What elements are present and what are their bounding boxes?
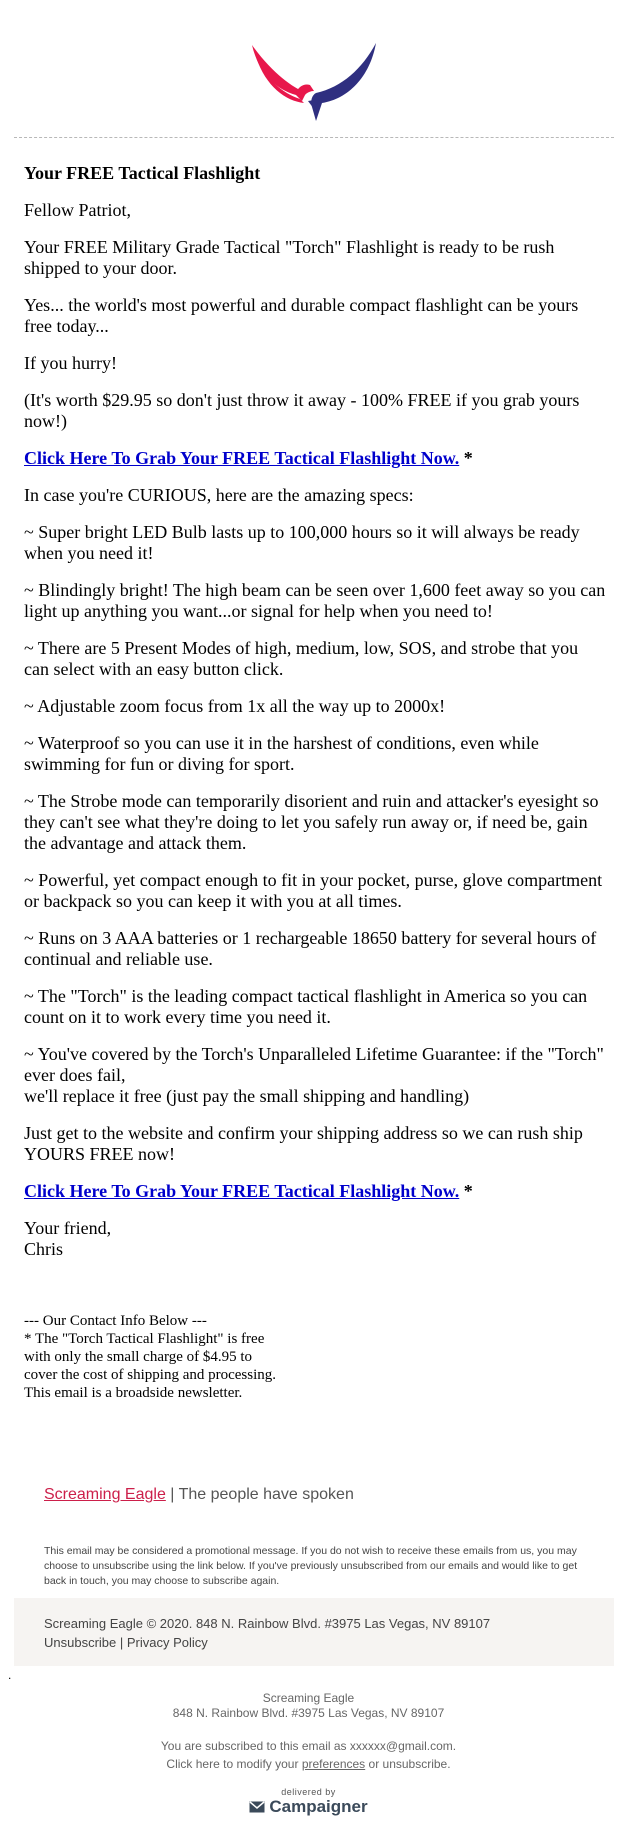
contact-info xyxy=(24,1312,324,1402)
footer-address-block xyxy=(44,1614,490,1652)
delivered-by-label: delivered by xyxy=(281,1787,336,1797)
spec-item: ~ The "Torch" is the leading compact tactical flashlight in America so you can count on it to work every time you need it. xyxy=(24,986,588,1027)
promo-disclaimer: This email may be considered a promotional message. If you do not wish to receive these emails from us, you may choose to unsubscribe using the link below. If you've previously unsubscribed from our emails and would like to get back in touch, you may choose to subscribe again. xyxy=(44,1545,578,1587)
cta-link[interactable]: Click Here To Grab Your FREE Tactical Flashlight Now. xyxy=(24,1181,460,1201)
spec-item: ~ There are 5 Present Modes of high, medium, low, SOS, and strobe that you can select with an easy button click. xyxy=(24,638,579,679)
footer-link-separator: | xyxy=(116,1635,127,1650)
contact-line: with only the small charge of $4.95 to xyxy=(24,1349,253,1365)
guarantee-item xyxy=(24,1044,606,1107)
email-body xyxy=(24,163,606,1276)
preferences-suffix: or unsubscribe. xyxy=(365,1757,451,1771)
privacy-policy-link[interactable]: Privacy Policy xyxy=(126,1635,208,1650)
spec-item: ~ The Strobe mode can temporarily disorient and ruin and attacker's eyesight so they can't see what they're doing to let you safely run away or, if need be, gain the advantage and attack them. xyxy=(24,791,599,853)
eagle-logo-icon xyxy=(252,43,376,121)
brand-line xyxy=(44,1486,354,1504)
contact-line: cover the cost of shipping and processing. xyxy=(24,1367,277,1383)
intro-paragraph: Your FREE Military Grade Tactical "Torch" Flashlight is ready to be rush shipped to your door. xyxy=(24,237,555,278)
footer-box xyxy=(14,1598,614,1666)
campaigner-logo-text: Campaigner xyxy=(269,1797,368,1816)
preferences-line xyxy=(0,1757,617,1772)
guarantee-line-1: ~ You've covered by the Torch's Unparalleled Lifetime Guarantee: if the "Torch" ever does fail, xyxy=(24,1044,604,1085)
spec-item: ~ Waterproof so you can use it in the harshest of conditions, even while swimming for fun or diving for sport. xyxy=(24,733,539,774)
brand-tagline: The people have spoken xyxy=(178,1486,354,1503)
unsubscribe-link[interactable]: Unsubscribe xyxy=(44,1635,117,1650)
intro-paragraph: Yes... the world's most powerful and durable compact flashlight can be yours free today... xyxy=(24,295,579,336)
cta-star: * xyxy=(463,1181,473,1201)
guarantee-line-2: we'll replace it free (just pay the small shipping and handling) xyxy=(24,1086,470,1106)
stray-dot: . xyxy=(8,1668,12,1682)
header-logo-area xyxy=(0,0,617,137)
spec-item: ~ Super bright LED Bulb lasts up to 100,000 hours so it will always be ready when you need it! xyxy=(24,522,580,563)
brand-link[interactable]: Screaming Eagle xyxy=(44,1486,166,1503)
spec-item: ~ Blindingly bright! The high beam can be seen over 1,600 feet away so you can light up anything you want...or signal for help when you need to! xyxy=(24,580,606,621)
preferences-link[interactable]: preferences xyxy=(301,1757,366,1771)
campaigner-sender-address: 848 N. Rainbow Blvd. #3975 Las Vegas, NV 89107 xyxy=(172,1706,445,1720)
delivered-by-badge[interactable] xyxy=(0,1787,617,1817)
subscription-notice: You are subscribed to this email as xxxxxx@gmail.com. xyxy=(160,1739,457,1753)
campaigner-brand xyxy=(0,1797,617,1817)
contact-line: This email is a broadside newsletter. xyxy=(24,1385,243,1401)
intro-paragraph: Fellow Patriot, xyxy=(24,200,131,220)
preferences-prefix: Click here to modify your xyxy=(166,1757,302,1771)
cta-line xyxy=(24,448,606,469)
cta-star: * xyxy=(463,448,473,468)
intro-paragraph: (It's worth $29.95 so don't just throw it away - 100% FREE if you grab yours now!) xyxy=(24,390,580,431)
spec-item: ~ Adjustable zoom focus from 1x all the way up to 2000x! xyxy=(24,696,446,716)
signoff-text: Your friend, xyxy=(24,1218,112,1238)
spec-item: ~ Runs on 3 AAA batteries or 1 rechargeable 18650 battery for several hours of continual and reliable use. xyxy=(24,928,597,969)
contact-line: * The "Torch Tactical Flashlight" is free xyxy=(24,1331,265,1347)
cta-line xyxy=(24,1181,606,1202)
signature: Chris xyxy=(24,1239,64,1259)
footer-address: Screaming Eagle © 2020. 848 N. Rainbow Blvd. #3975 Las Vegas, NV 89107 xyxy=(44,1616,491,1631)
page-title: Your FREE Tactical Flashlight xyxy=(24,163,261,183)
spec-item: ~ Powerful, yet compact enough to fit in your pocket, purse, glove compartment or backpack so you can keep it with you at all times. xyxy=(24,870,603,911)
specs-intro: In case you're CURIOUS, here are the amazing specs: xyxy=(24,485,414,505)
contact-line: --- Our Contact Info Below --- xyxy=(24,1313,207,1329)
cta-link[interactable]: Click Here To Grab Your FREE Tactical Flashlight Now. xyxy=(24,448,460,468)
intro-paragraph: If you hurry! xyxy=(24,353,117,373)
footer-links xyxy=(44,1633,490,1652)
divider xyxy=(14,137,614,138)
closing-paragraph: Just get to the website and confirm your shipping address so we can rush ship YOURS FREE now! xyxy=(24,1123,583,1164)
campaigner-sender-name: Screaming Eagle xyxy=(262,1691,355,1705)
envelope-icon xyxy=(249,1801,265,1813)
brand-separator: | xyxy=(165,1486,179,1503)
signoff xyxy=(24,1218,606,1260)
